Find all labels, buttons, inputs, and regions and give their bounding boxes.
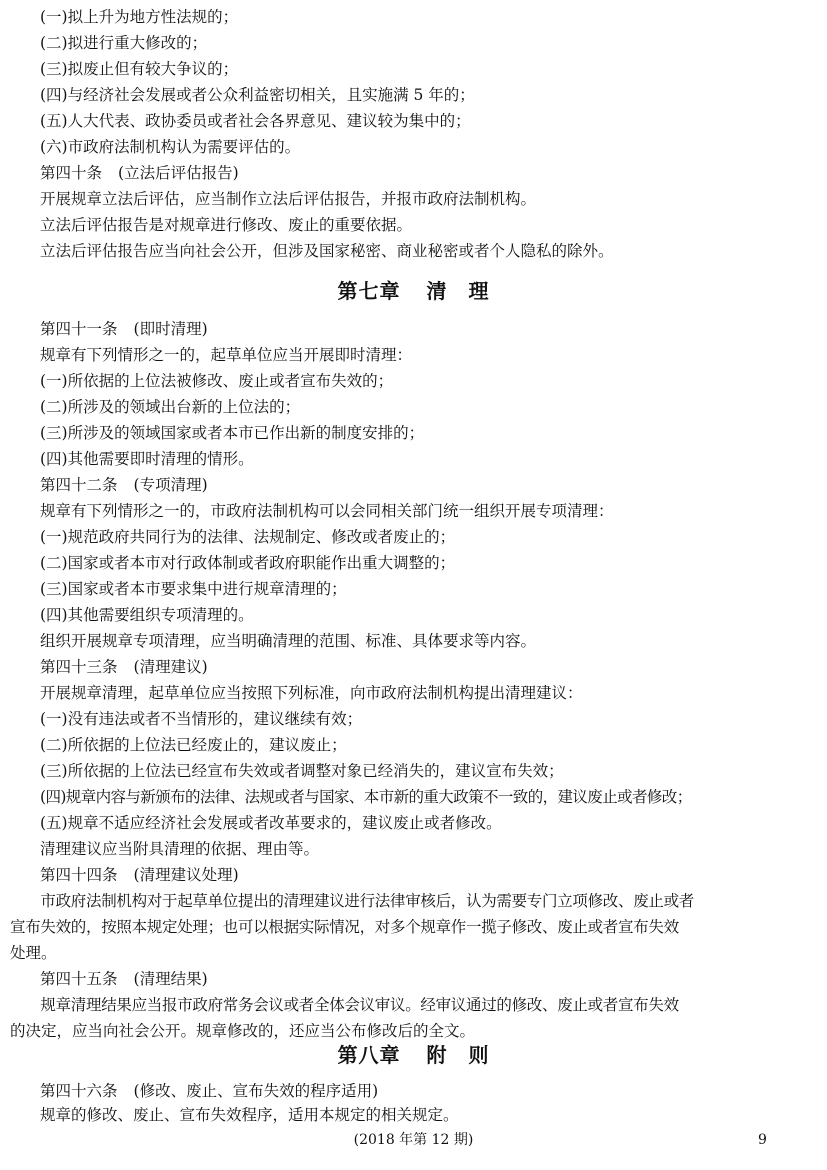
paragraph-line: 市政府法制机构对于起草单位提出的清理建议进行法律审核后，认为需要专门立项修改、废止或者 — [10, 892, 695, 910]
list-item: (四)与经济社会发展或者公众利益密切相关，且实施满 5 年的； — [40, 86, 475, 104]
article-heading — [40, 966, 812, 992]
list-item: (二)拟进行重大修改的； — [40, 34, 208, 52]
paragraph-line: 规章清理结果应当报市政府常务会议或者全体会议审议。经审议通过的修改、废止或者宣布失效 — [10, 996, 679, 1014]
list-item: (二)所涉及的领域出台新的上位法的； — [40, 398, 301, 416]
article-title: (清理建议) — [133, 658, 208, 676]
paragraph: 立法后评估报告是对规章进行修改、废止的重要依据。 — [40, 216, 413, 234]
article-heading — [40, 472, 812, 498]
paragraph-line: 宣布失效的，按照本规定处理；也可以根据实际情况，对多个规章作一揽子修改、废止或者宣布失效 — [10, 918, 679, 936]
list-item: (二)所依据的上位法已经废止的，建议废止； — [40, 736, 347, 754]
paragraph: 规章有下列情形之一的，起草单位应当开展即时清理： — [40, 346, 413, 364]
list-item: (三)拟废止但有较大争议的； — [40, 60, 239, 78]
article-heading — [40, 316, 812, 342]
article-number: 第四十条 — [40, 164, 103, 182]
page-footer — [0, 1128, 827, 1152]
article-heading — [40, 160, 812, 186]
article-title: (即时清理) — [133, 320, 208, 338]
chapter-name: 清 理 — [426, 279, 490, 303]
article-title: (清理结果) — [133, 970, 208, 988]
article-heading — [40, 654, 812, 680]
chapter-number: 第八章 — [337, 1043, 401, 1067]
list-item: (六)市政府法制机构认为需要评估的。 — [40, 138, 301, 156]
article-title: (清理建议处理) — [133, 866, 239, 884]
article-title: (修改、废止、宣布失效的程序适用) — [133, 1082, 379, 1100]
paragraph: 组织开展规章专项清理，应当明确清理的范围、标准、具体要求等内容。 — [40, 632, 537, 650]
article-number: 第四十一条 — [40, 320, 118, 338]
paragraph: 清理建议应当附具清理的依据、理由等。 — [40, 840, 320, 858]
page-number: 9 — [758, 1132, 767, 1148]
chapter-name: 附 则 — [426, 1043, 490, 1067]
list-item: (一)所依据的上位法被修改、废止或者宣布失效的； — [40, 372, 394, 390]
list-item: (五)人大代表、政协委员或者社会各界意见、建议较为集中的； — [40, 112, 471, 130]
paragraph: 立法后评估报告应当向社会公开，但涉及国家秘密、商业秘密或者个人隐私的除外。 — [40, 242, 614, 260]
paragraph-line: 处理。 — [10, 944, 57, 962]
paragraph: 开展规章清理，起草单位应当按照下列标准，向市政府法制机构提出清理建议： — [40, 684, 583, 702]
paragraph: 规章有下列情形之一的，市政府法制机构可以会同相关部门统一组织开展专项清理： — [40, 502, 614, 520]
chapter-heading — [0, 276, 827, 306]
chapter-number: 第七章 — [337, 279, 401, 303]
list-item: (三)国家或者本市要求集中进行规章清理的； — [40, 580, 347, 598]
list-item: (四)其他需要即时清理的情形。 — [40, 450, 254, 468]
article-title: (专项清理) — [133, 476, 208, 494]
article-number: 第四十六条 — [40, 1082, 118, 1100]
paragraph: 开展规章立法后评估，应当制作立法后评估报告，并报市政府法制机构。 — [40, 190, 537, 208]
list-item: (四)规章内容与新颁布的法律、法规或者与国家、本市新的重大政策不一致的，建议废止或者修改； — [40, 788, 692, 806]
article-title: (立法后评估报告) — [118, 164, 239, 182]
article-heading — [40, 1078, 812, 1104]
list-item: (一)没有违法或者不当情形的，建议继续有效； — [40, 710, 363, 728]
article-number: 第四十四条 — [40, 866, 118, 884]
list-item: (五)规章不适应经济社会发展或者改革要求的，建议废止或者修改。 — [40, 814, 502, 832]
chapter-heading — [0, 1040, 827, 1070]
list-item: (一)拟上升为地方性法规的； — [40, 8, 239, 26]
article-number: 第四十五条 — [40, 970, 118, 988]
list-item: (三)所涉及的领域国家或者本市已作出新的制度安排的； — [40, 424, 425, 442]
article-heading — [40, 862, 812, 888]
article-number: 第四十三条 — [40, 658, 118, 676]
list-item: (四)其他需要组织专项清理的。 — [40, 606, 254, 624]
list-item: (三)所依据的上位法已经宣布失效或者调整对象已经消失的，建议宣布失效； — [40, 762, 564, 780]
issue-label: (2018 年第 12 期) — [353, 1132, 474, 1148]
paragraph-line: 的决定，应当向社会公开。规章修改的，还应当公布修改后的全文。 — [10, 1022, 476, 1040]
list-item: (二)国家或者本市对行政体制或者政府职能作出重大调整的； — [40, 554, 456, 572]
article-number: 第四十二条 — [40, 476, 118, 494]
paragraph: 规章的修改、废止、宣布失效程序，适用本规定的相关规定。 — [40, 1106, 459, 1124]
list-item: (一)规范政府共同行为的法律、法规制定、修改或者废止的； — [40, 528, 456, 546]
